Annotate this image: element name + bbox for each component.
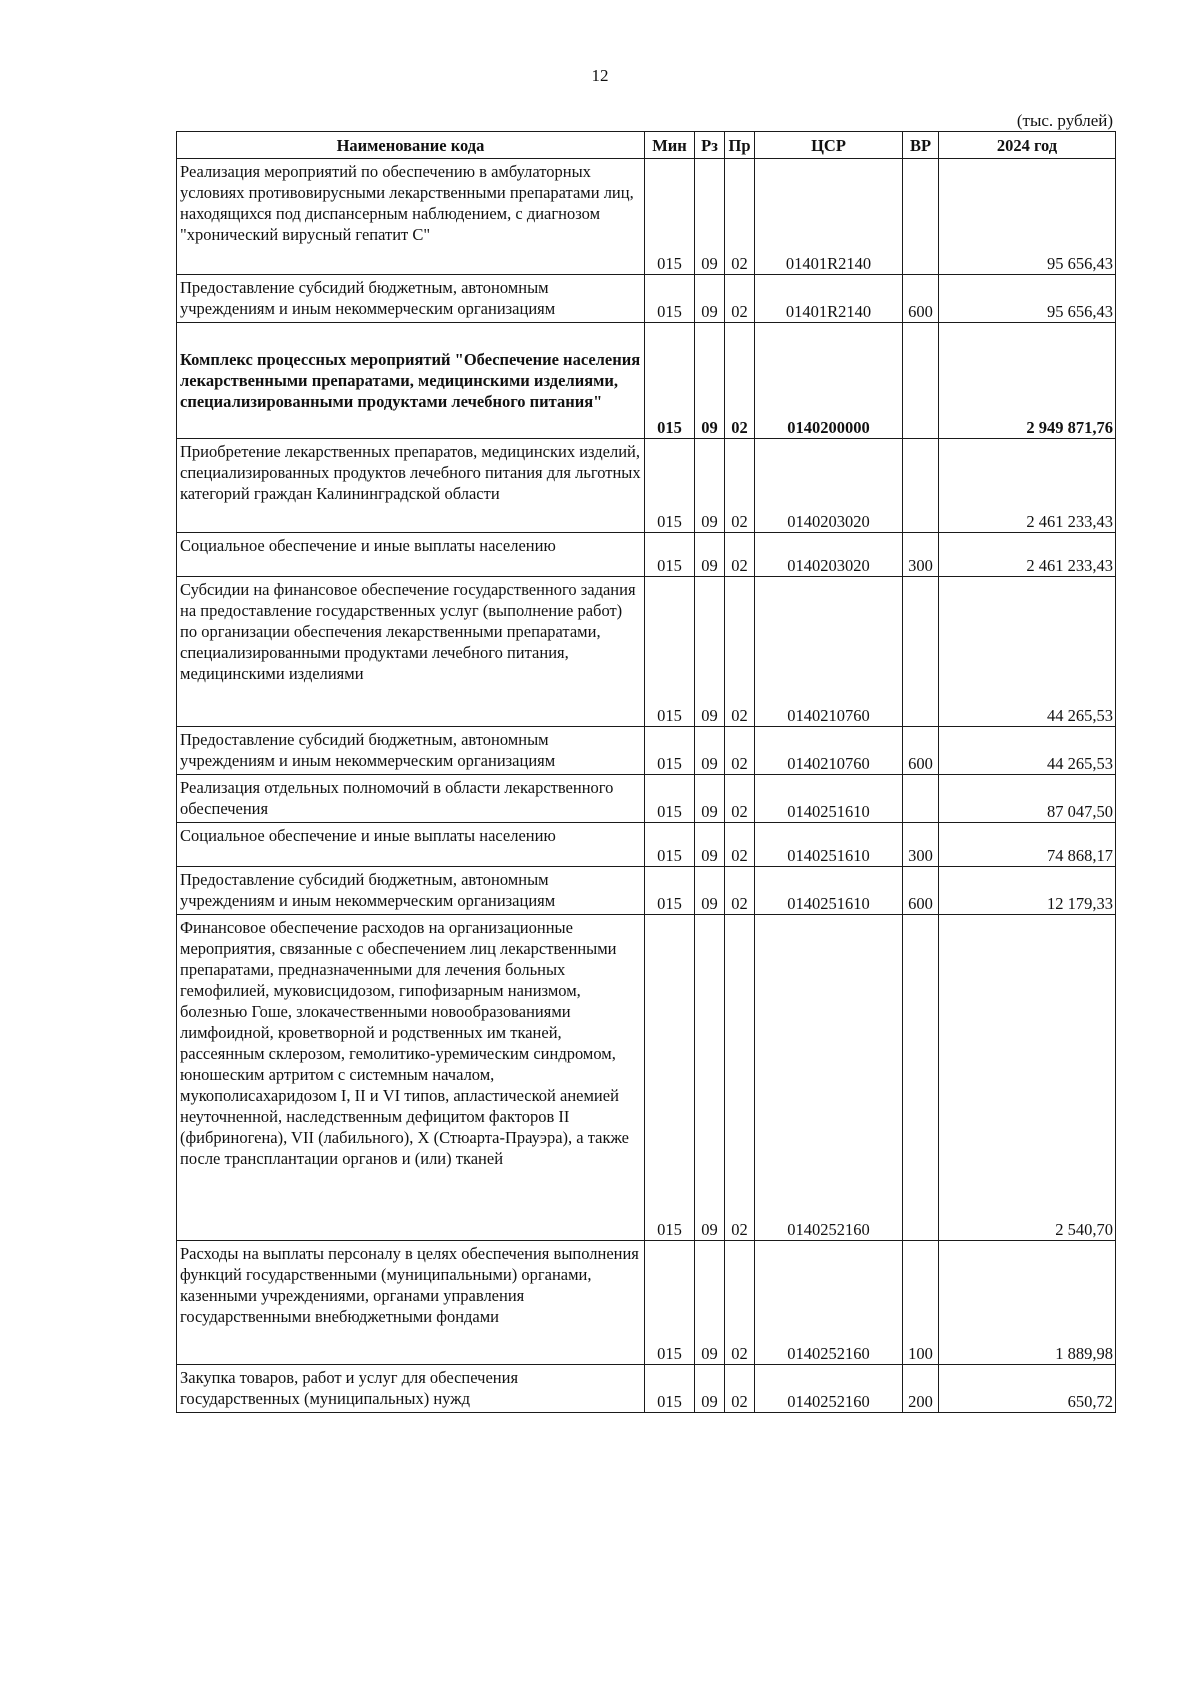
- row-csr: 0140210760: [755, 727, 903, 775]
- row-amount: 95 656,43: [939, 275, 1116, 323]
- row-amount: 44 265,53: [939, 727, 1116, 775]
- header-rz: Рз: [695, 132, 725, 159]
- row-pr: 02: [725, 727, 755, 775]
- row-pr: 02: [725, 1365, 755, 1413]
- row-amount: 87 047,50: [939, 775, 1116, 823]
- table-row: [177, 867, 1116, 915]
- row-vr: [903, 323, 939, 439]
- row-name: Предоставление субсидий бюджетным, автономным учреждениям и иным некоммерческим организациям: [177, 867, 645, 915]
- header-csr: ЦСР: [755, 132, 903, 159]
- row-vr: 600: [903, 275, 939, 323]
- row-amount: 1 889,98: [939, 1241, 1116, 1365]
- row-min: 015: [645, 159, 695, 275]
- row-csr: 0140203020: [755, 533, 903, 577]
- row-csr: 0140252160: [755, 1241, 903, 1365]
- header-vr: ВР: [903, 132, 939, 159]
- table-row: [177, 323, 1116, 439]
- table-header-row: [177, 132, 1116, 159]
- row-rz: 09: [695, 533, 725, 577]
- row-name: Финансовое обеспечение расходов на организационные мероприятия, связанные с обеспечением лиц лекарственными препаратами, предназначенными для лечения больных гемофилией, муковисцидозом, гипофизарным нанизмом, болезнью Гоше, злокачественными новообразованиями лимфоидной, кроветворной и родственных им тканей, рассеянным склерозом, гемолитико-уремическим синдромом, юношеским артритом с системным началом, мукополисахаридозом I, II и VI типов, апластической анемией неуточненной, наследственным дефицитом факторов II (фибриногена), VII (лабильного), X (Стюарта-Прауэра), а также после трансплантации органов и (или) тканей: [177, 915, 645, 1241]
- row-min: 015: [645, 533, 695, 577]
- row-vr: [903, 775, 939, 823]
- row-vr: 300: [903, 533, 939, 577]
- row-min: 015: [645, 275, 695, 323]
- row-rz: 09: [695, 323, 725, 439]
- table-row: [177, 275, 1116, 323]
- row-pr: 02: [725, 1241, 755, 1365]
- row-csr: 01401R2140: [755, 159, 903, 275]
- row-amount: 2 461 233,43: [939, 439, 1116, 533]
- row-name: Предоставление субсидий бюджетным, автономным учреждениям и иным некоммерческим организациям: [177, 275, 645, 323]
- row-csr: 0140200000: [755, 323, 903, 439]
- row-rz: 09: [695, 1365, 725, 1413]
- row-pr: 02: [725, 775, 755, 823]
- row-csr: 0140210760: [755, 577, 903, 727]
- table-row: [177, 1365, 1116, 1413]
- row-rz: 09: [695, 159, 725, 275]
- row-min: 015: [645, 915, 695, 1241]
- row-min: 015: [645, 867, 695, 915]
- row-rz: 09: [695, 577, 725, 727]
- row-name: Социальное обеспечение и иные выплаты населению: [177, 823, 645, 867]
- units-label: (тыс. рублей): [1016, 111, 1113, 130]
- row-min: 015: [645, 577, 695, 727]
- row-rz: 09: [695, 1241, 725, 1365]
- table-row: [177, 915, 1116, 1241]
- row-name: Социальное обеспечение и иные выплаты населению: [177, 533, 645, 577]
- table-row: [177, 775, 1116, 823]
- row-pr: 02: [725, 275, 755, 323]
- row-pr: 02: [725, 867, 755, 915]
- row-vr: 300: [903, 823, 939, 867]
- table-row: [177, 439, 1116, 533]
- row-name: Реализация отдельных полномочий в области лекарственного обеспечения: [177, 775, 645, 823]
- row-amount: 12 179,33: [939, 867, 1116, 915]
- row-min: 015: [645, 727, 695, 775]
- row-amount: 2 949 871,76: [939, 323, 1116, 439]
- header-pr: Пр: [725, 132, 755, 159]
- row-pr: 02: [725, 439, 755, 533]
- row-min: 015: [645, 439, 695, 533]
- row-pr: 02: [725, 533, 755, 577]
- row-name: Предоставление субсидий бюджетным, автономным учреждениям и иным некоммерческим организациям: [177, 727, 645, 775]
- page-number: 12: [591, 66, 609, 85]
- table-row: [177, 159, 1116, 275]
- row-amount: 95 656,43: [939, 159, 1116, 275]
- row-vr: [903, 915, 939, 1241]
- table-row: [177, 727, 1116, 775]
- row-csr: 0140203020: [755, 439, 903, 533]
- row-csr: 01401R2140: [755, 275, 903, 323]
- row-vr: [903, 159, 939, 275]
- row-name: Закупка товаров, работ и услуг для обеспечения государственных (муниципальных) нужд: [177, 1365, 645, 1413]
- row-amount: 2 461 233,43: [939, 533, 1116, 577]
- row-pr: 02: [725, 823, 755, 867]
- row-name: Комплекс процессных мероприятий "Обеспечение населения лекарственными препаратами, медицинскими изделиями, специализированными продуктами лечебного питания": [177, 323, 645, 439]
- table-row: [177, 823, 1116, 867]
- row-min: 015: [645, 823, 695, 867]
- table-row: [177, 1241, 1116, 1365]
- row-csr: 0140251610: [755, 823, 903, 867]
- row-rz: 09: [695, 439, 725, 533]
- table-row: [177, 533, 1116, 577]
- row-pr: 02: [725, 577, 755, 727]
- row-name: Субсидии на финансовое обеспечение государственного задания на предоставление государственных услуг (выполнение работ) по организации обеспечения лекарственными препаратами, специализированными продуктами лечебного питания, медицинскими изделиями: [177, 577, 645, 727]
- row-amount: 44 265,53: [939, 577, 1116, 727]
- budget-table: [176, 131, 1116, 1413]
- row-min: 015: [645, 775, 695, 823]
- row-pr: 02: [725, 915, 755, 1241]
- row-pr: 02: [725, 159, 755, 275]
- row-vr: 600: [903, 727, 939, 775]
- row-min: 015: [645, 1365, 695, 1413]
- row-vr: 600: [903, 867, 939, 915]
- row-name: Приобретение лекарственных препаратов, медицинских изделий, специализированных продуктов лечебного питания для льготных категорий граждан Калининградской области: [177, 439, 645, 533]
- row-amount: 2 540,70: [939, 915, 1116, 1241]
- table-row: [177, 577, 1116, 727]
- row-vr: [903, 439, 939, 533]
- row-rz: 09: [695, 775, 725, 823]
- row-amount: 650,72: [939, 1365, 1116, 1413]
- row-rz: 09: [695, 915, 725, 1241]
- row-csr: 0140251610: [755, 775, 903, 823]
- row-min: 015: [645, 1241, 695, 1365]
- row-rz: 09: [695, 867, 725, 915]
- row-min: 015: [645, 323, 695, 439]
- row-csr: 0140251610: [755, 867, 903, 915]
- row-name: Реализация мероприятий по обеспечению в амбулаторных условиях противовирусными лекарственными препаратами лиц, находящихся под диспансерным наблюдением, с диагнозом "хронический вирусный гепатит С": [177, 159, 645, 275]
- row-rz: 09: [695, 823, 725, 867]
- row-rz: 09: [695, 727, 725, 775]
- row-rz: 09: [695, 275, 725, 323]
- header-name: Наименование кода: [177, 132, 645, 159]
- row-csr: 0140252160: [755, 915, 903, 1241]
- row-vr: 100: [903, 1241, 939, 1365]
- row-vr: 200: [903, 1365, 939, 1413]
- row-vr: [903, 577, 939, 727]
- header-year: 2024 год: [939, 132, 1116, 159]
- header-min: Мин: [645, 132, 695, 159]
- row-name: Расходы на выплаты персоналу в целях обеспечения выполнения функций государственными (муниципальными) органами, казенными учреждениями, органами управления государственными внебюджетными фондами: [177, 1241, 645, 1365]
- row-pr: 02: [725, 323, 755, 439]
- row-amount: 74 868,17: [939, 823, 1116, 867]
- row-csr: 0140252160: [755, 1365, 903, 1413]
